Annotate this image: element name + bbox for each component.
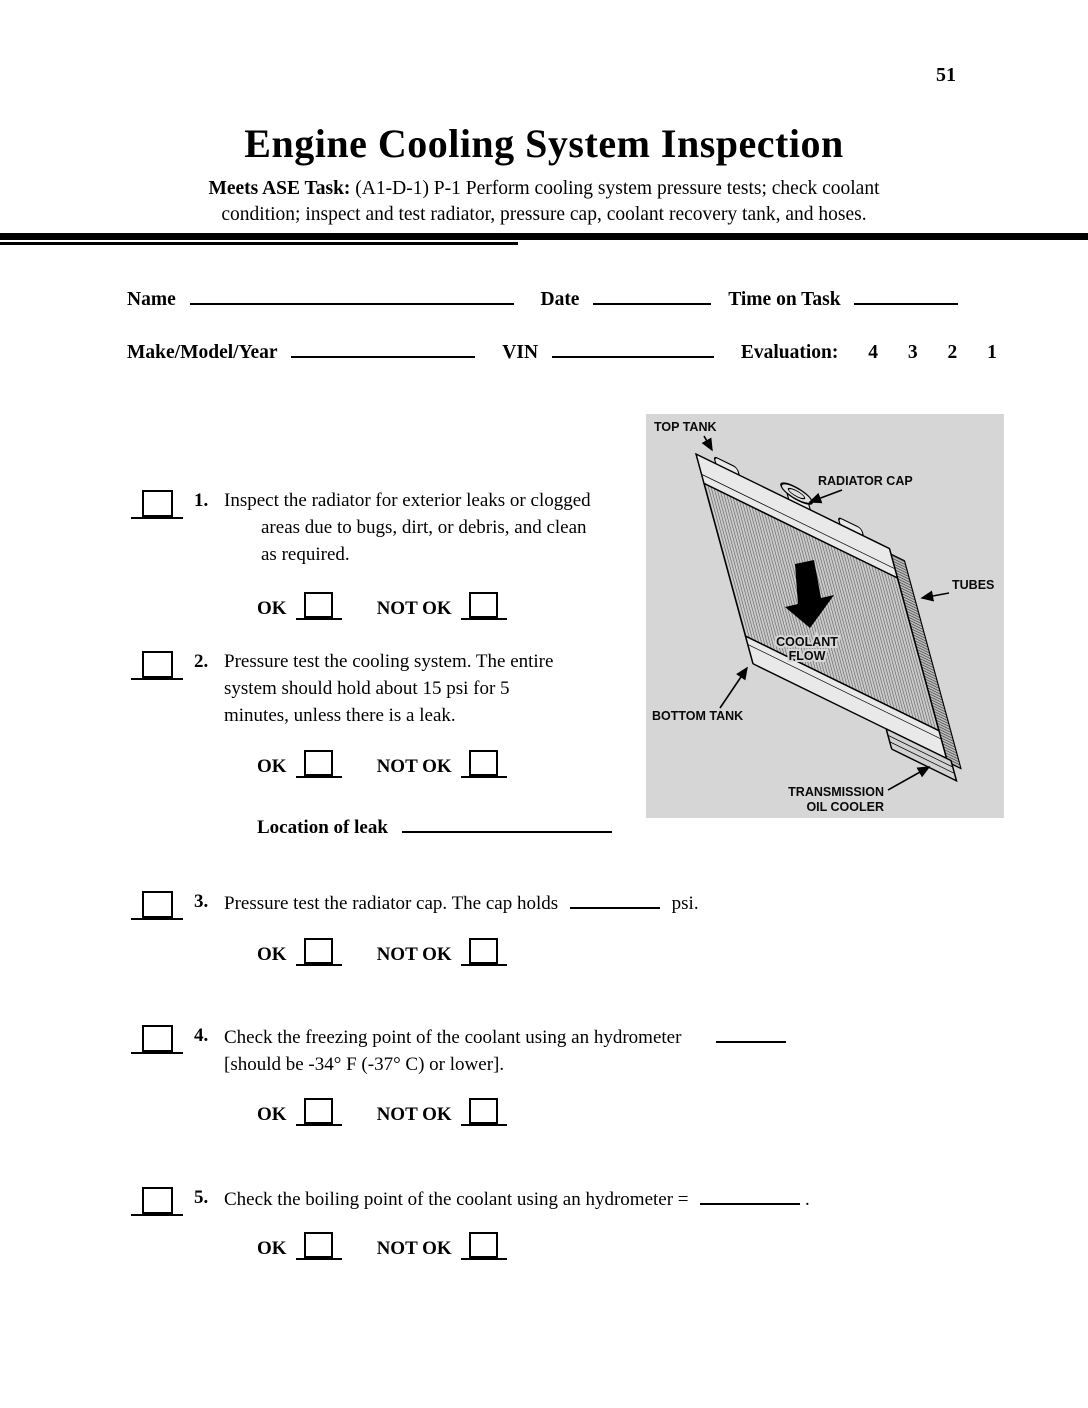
item-3-number: 3.: [194, 891, 209, 912]
location-of-leak-blank[interactable]: [402, 812, 612, 833]
ok-label: OK: [257, 1238, 287, 1259]
make-model-year-label: Make/Model/Year: [127, 342, 278, 363]
boiling-point-blank[interactable]: [700, 1184, 800, 1205]
top-tank-label: TOP TANK: [654, 420, 717, 434]
not-ok-label: NOT OK: [376, 1238, 452, 1259]
task-item-3: [131, 888, 699, 920]
divider-thick: [0, 233, 1088, 240]
eval-score-2[interactable]: 2: [947, 342, 958, 363]
name-row: [127, 284, 958, 311]
not-ok-label: NOT OK: [376, 1104, 452, 1125]
item-3-text: [224, 888, 699, 917]
item-5-ok-checkbox[interactable]: [296, 1232, 342, 1260]
transmission-oil-cooler-label-line1: TRANSMISSION: [788, 785, 884, 799]
vehicle-row: [127, 337, 997, 364]
evaluation-label: Evaluation:: [740, 342, 839, 363]
task-item-2: [131, 648, 553, 729]
item-3-post-text: psi.: [671, 893, 699, 914]
radiator-diagram: [646, 414, 1004, 818]
divider-thin: [0, 242, 518, 245]
item-5-line: [224, 1184, 810, 1213]
item-2-checkbox[interactable]: [131, 651, 183, 680]
eval-score-3[interactable]: 3: [907, 342, 918, 363]
bottom-tank-label: BOTTOM TANK: [652, 709, 744, 723]
item-3-pre-text: Pressure test the radiator cap. The cap holds: [224, 893, 559, 914]
ase-task-text: (A1-D-1) P-1 Perform cooling system pressure tests; check coolant: [355, 178, 880, 199]
item-2-line: minutes, unless there is a leak.: [224, 705, 456, 726]
vin-label: VIN: [502, 342, 539, 363]
item-1-line: areas due to bugs, dirt, or debris, and clean: [261, 517, 587, 538]
cap-holds-psi-blank[interactable]: [570, 888, 660, 909]
not-ok-label: NOT OK: [376, 598, 452, 619]
item-3-checkbox[interactable]: [131, 891, 183, 920]
item-4-text: [224, 1022, 786, 1078]
item-5-number: 5.: [194, 1187, 209, 1208]
item-3-ok-checkbox[interactable]: [296, 938, 342, 966]
item-1-checkbox[interactable]: [131, 490, 183, 519]
item-1-number: 1.: [194, 490, 209, 511]
page-number: 51: [936, 64, 956, 86]
time-on-task-blank[interactable]: [854, 284, 958, 305]
item-5-post-text: .: [805, 1189, 810, 1210]
task-item-1: [131, 487, 591, 568]
item-5-pre-text: Check the boiling point of the coolant using an hydrometer =: [224, 1189, 689, 1210]
eval-score-1[interactable]: 1: [987, 342, 997, 363]
not-ok-label: NOT OK: [376, 944, 452, 965]
date-label: Date: [540, 289, 580, 310]
ase-task-line1: [0, 176, 1088, 202]
item-4-number: 4.: [194, 1025, 209, 1046]
item-5-ok-row: [257, 1232, 507, 1260]
item-2-ok-row: [257, 750, 507, 778]
time-on-task-label: Time on Task: [728, 289, 841, 310]
item-1-text: [224, 487, 591, 568]
ok-label: OK: [257, 598, 287, 619]
item-1-ok-row: [257, 592, 507, 620]
item-1-line: as required.: [261, 544, 350, 565]
item-4-ok-checkbox[interactable]: [296, 1098, 342, 1126]
not-ok-label: NOT OK: [376, 756, 452, 777]
item-4-line2-text: [should be -34° F (-37° C) or lower].: [224, 1054, 505, 1075]
radiator-cap-label: RADIATOR CAP: [818, 474, 913, 488]
ase-task-line2: condition; inspect and test radiator, pressure cap, coolant recovery tank, and hoses.: [221, 204, 867, 225]
item-1-ok-checkbox[interactable]: [296, 592, 342, 620]
ok-label: OK: [257, 1104, 287, 1125]
coolant-flow-label-line2: FLOW: [788, 649, 826, 663]
name-label: Name: [127, 289, 176, 310]
item-5-checkbox[interactable]: [131, 1187, 183, 1216]
task-item-5: [131, 1184, 810, 1216]
make-model-year-blank[interactable]: [291, 337, 475, 358]
item-4-not-ok-checkbox[interactable]: [461, 1098, 507, 1126]
item-2-text: [224, 648, 553, 729]
vin-blank[interactable]: [552, 337, 714, 358]
item-2-number: 2.: [194, 651, 209, 672]
item-2-ok-checkbox[interactable]: [296, 750, 342, 778]
item-4-ok-row: [257, 1098, 507, 1126]
item-3-not-ok-checkbox[interactable]: [461, 938, 507, 966]
item-3-line: [224, 888, 699, 917]
item-1-not-ok-checkbox[interactable]: [461, 592, 507, 620]
freezing-point-blank[interactable]: [716, 1022, 786, 1043]
date-blank[interactable]: [593, 284, 711, 305]
item-1-line: Inspect the radiator for exterior leaks or clogged: [224, 490, 591, 511]
item-2-not-ok-checkbox[interactable]: [461, 750, 507, 778]
coolant-flow-label-line1: COOLANT: [776, 635, 838, 649]
page-title: Engine Cooling System Inspection: [244, 121, 844, 166]
ase-task-label: Meets ASE Task:: [208, 178, 351, 199]
task-item-4: [131, 1022, 786, 1078]
ok-label: OK: [257, 944, 287, 965]
item-4-checkbox[interactable]: [131, 1025, 183, 1054]
item-3-ok-row: [257, 938, 507, 966]
tubes-label: TUBES: [952, 578, 995, 592]
item-2-line: Pressure test the cooling system. The entire: [224, 651, 554, 672]
location-of-leak-row: [257, 812, 612, 839]
transmission-oil-cooler-label-line2: OIL COOLER: [806, 800, 884, 814]
ok-label: OK: [257, 756, 287, 777]
eval-score-4[interactable]: 4: [868, 342, 878, 363]
item-4-line1-text: Check the freezing point of the coolant using an hydrometer: [224, 1027, 682, 1048]
item-2-line: system should hold about 15 psi for 5: [224, 678, 510, 699]
location-of-leak-label: Location of leak: [257, 817, 388, 838]
item-5-text: [224, 1184, 810, 1213]
item-4-line: [224, 1022, 786, 1051]
name-blank[interactable]: [190, 284, 514, 305]
item-5-not-ok-checkbox[interactable]: [461, 1232, 507, 1260]
